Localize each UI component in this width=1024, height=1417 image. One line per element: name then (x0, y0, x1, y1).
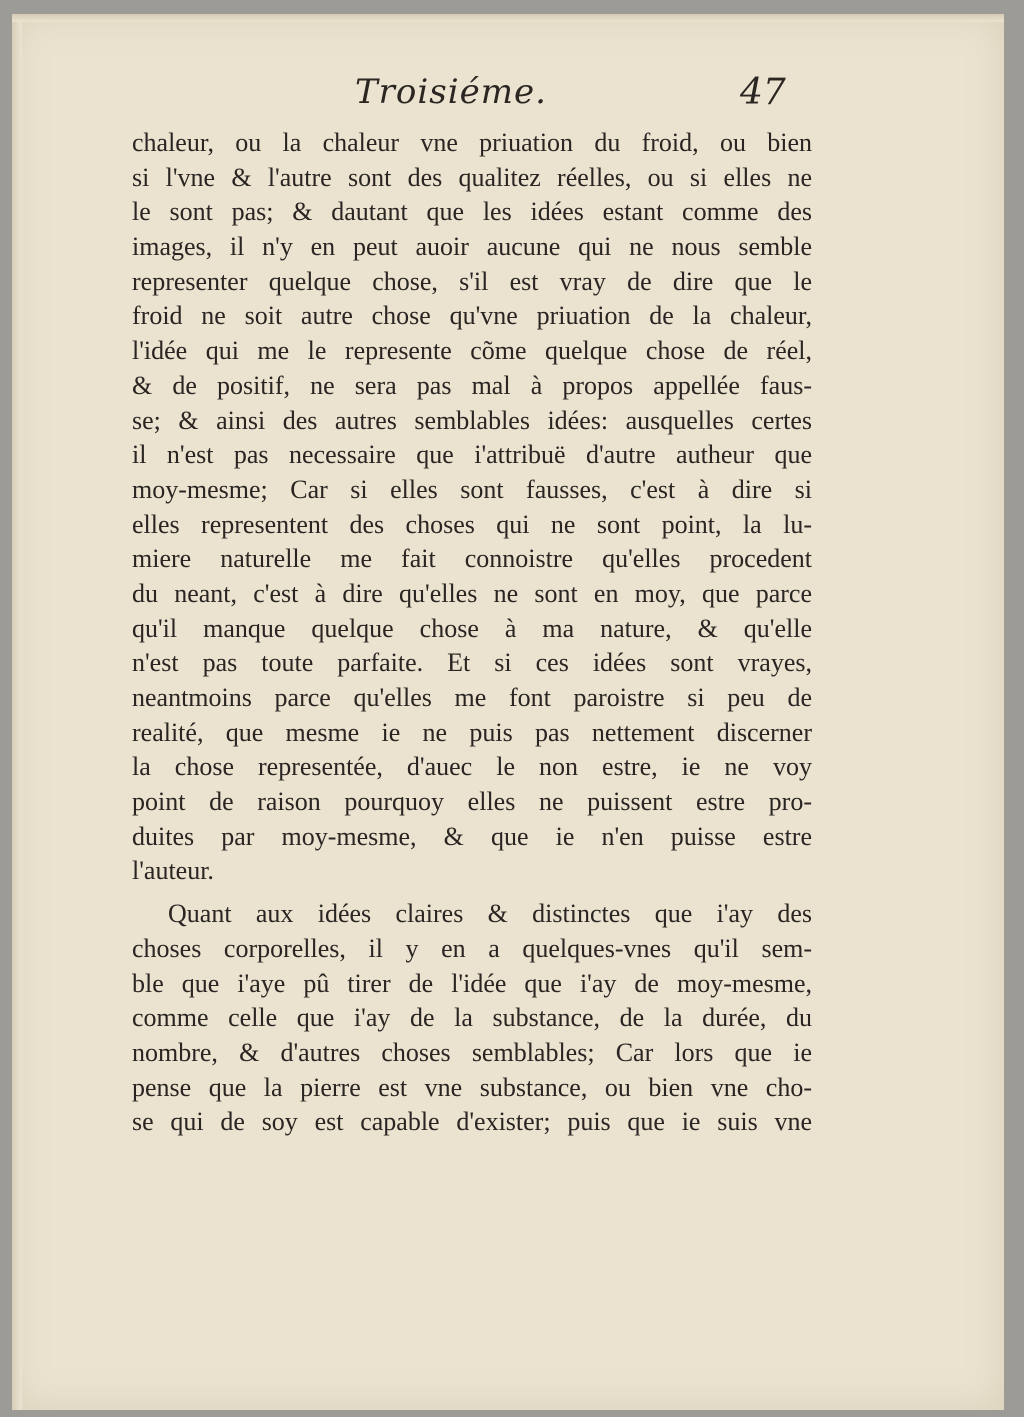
book-page (12, 14, 1004, 1410)
text-line: il n'est pas necessaire que i'attribuë d'autre autheur que (132, 440, 812, 470)
text-line: miere naturelle me fait connoistre qu'elles procedent (132, 544, 812, 574)
running-head: Troisiéme. (355, 72, 547, 112)
text-line: l'idée qui me le represente cõme quelque chose de réel, (132, 336, 812, 366)
paragraph-1 (132, 126, 812, 889)
text-line: & de positif, ne sera pas mal à propos appellée faus- (132, 370, 812, 400)
text-line: point de raison pourquoy elles ne puissent estre pro- (132, 787, 812, 817)
text-line: du neant, c'est à dire qu'elles ne sont en moy, que parce (132, 578, 812, 608)
page-edge-left (12, 14, 22, 1410)
text-line: choses corporelles, il y en a quelques-vnes qu'il sem- (132, 933, 812, 963)
text-line: l'auteur. (132, 856, 214, 886)
text-line: comme celle que i'ay de la substance, de la durée, du (132, 1003, 812, 1033)
page-number: 47 (740, 72, 786, 113)
text-line: n'est pas toute parfaite. Et si ces idées sont vrayes, (132, 648, 812, 678)
text-line: si l'vne & l'autre sont des qualitez réelles, ou si elles ne (132, 162, 812, 192)
text-line: representer quelque chose, s'il est vray de dire que le (132, 266, 812, 296)
text-line: duites par moy-mesme, & que ie n'en puisse estre (132, 821, 812, 851)
text-line: images, il n'y en peut auoir aucune qui ne nous semble (132, 232, 812, 262)
text-line: moy-mesme; Car si elles sont fausses, c'est à dire si (132, 474, 812, 504)
text-line: elles representent des choses qui ne sont point, la lu- (132, 509, 812, 539)
text-line: Quant aux idées claires & distinctes que i'ay des (168, 899, 812, 929)
text-line: la chose representée, d'auec le non estre, ie ne voy (132, 752, 812, 782)
text-line: neantmoins parce qu'elles me font paroistre si peu de (132, 683, 812, 712)
text-line: ble que i'aye pû tirer de l'idée que i'ay de moy-mesme, (132, 968, 812, 998)
text-line: nombre, & d'autres choses semblables; Car lors que ie (132, 1037, 812, 1067)
text-line: le sont pas; & dautant que les idées estant comme des (132, 197, 812, 227)
paragraph-2 (132, 897, 812, 1140)
text-line: chaleur, ou la chaleur vne priuation du froid, ou bien (132, 128, 812, 157)
text-line: pense que la pierre est vne substance, ou bien vne cho- (132, 1072, 812, 1102)
text-line: se; & ainsi des autres semblables idées: ausquelles certes (132, 405, 812, 435)
body-text (132, 126, 812, 1140)
text-line: realité, que mesme ie ne puis pas nettement discerner (132, 717, 812, 747)
text-line: qu'il manque quelque chose à ma nature, & qu'elle (132, 613, 812, 643)
page-edge-top (12, 14, 1004, 22)
text-line: froid ne soit autre chose qu'vne priuation de la chaleur, (132, 301, 812, 331)
text-line: se qui de soy est capable d'exister; puis que ie suis vne (132, 1107, 812, 1137)
